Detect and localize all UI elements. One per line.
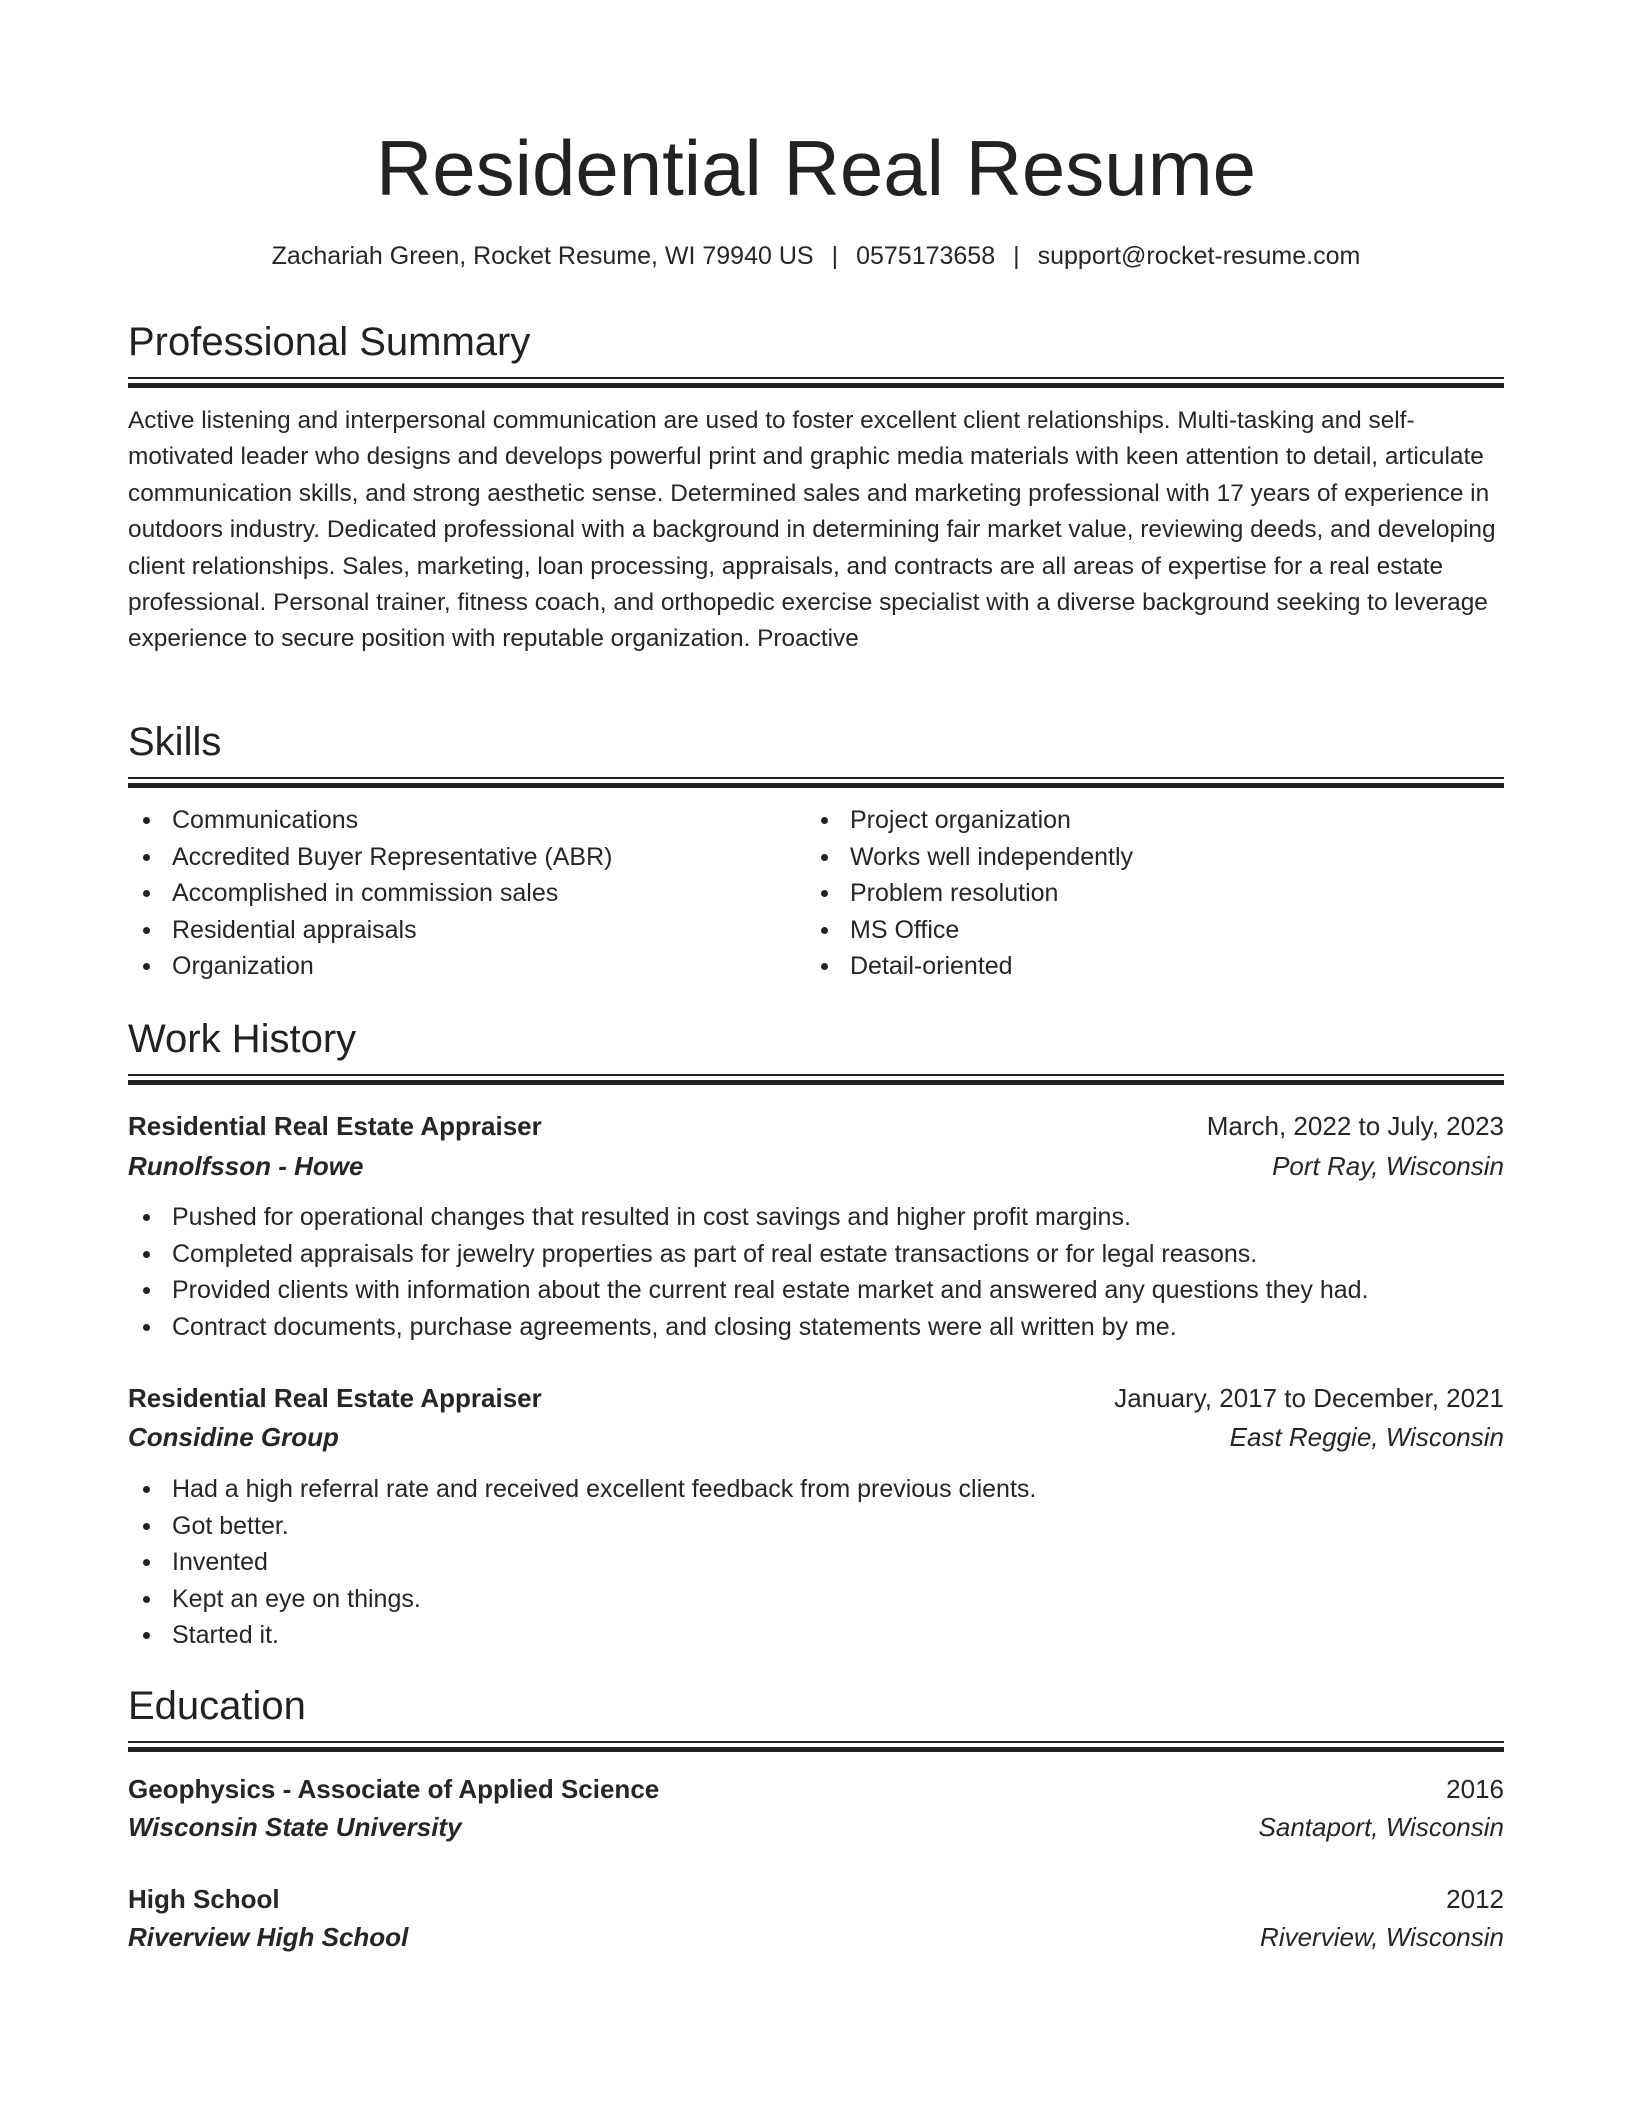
skill-item: Residential appraisals (128, 912, 788, 949)
summary-heading: Professional Summary (128, 320, 531, 364)
skill-item: Problem resolution (806, 875, 1466, 912)
job-bullet: Had a high referral rate and received excellent feedback from previous clients. (128, 1471, 1504, 1508)
education-year: 2016 (1446, 1774, 1504, 1804)
contact-address: Zachariah Green, Rocket Resume, WI 79940 US (271, 242, 814, 270)
education-year: 2012 (1446, 1884, 1504, 1914)
job-bullets (128, 1471, 1504, 1654)
education-location: Santaport, Wisconsin (1258, 1812, 1504, 1842)
education-header (128, 1880, 1504, 1918)
education-header (128, 1770, 1504, 1808)
work-heading: Work History (128, 1017, 357, 1061)
skills-list-left (128, 802, 788, 985)
resume-title: Residential Real Resume (375, 124, 1257, 212)
section-divider (128, 777, 1504, 788)
job-dates: January, 2017 to December, 2021 (1114, 1383, 1504, 1413)
job-bullet: Kept an eye on things. (128, 1581, 1504, 1618)
skill-item: Communications (128, 802, 788, 839)
section-divider (128, 1074, 1504, 1085)
job-dates: March, 2022 to July, 2023 (1206, 1111, 1504, 1141)
job-title: Residential Real Estate Appraiser (128, 1111, 542, 1141)
job-company: Runolfsson - Howe (128, 1151, 364, 1181)
job-header (128, 1379, 1504, 1417)
skill-item: Accomplished in commission sales (128, 875, 788, 912)
education-subheader (128, 1808, 1504, 1846)
contact-phone[interactable]: 0575173658 (856, 242, 996, 270)
section-divider (128, 377, 1504, 388)
job-subheader (128, 1147, 1504, 1185)
job-bullet: Provided clients with information about the current real estate market and answered any questions they had. (128, 1272, 1504, 1309)
section-divider (128, 1741, 1504, 1752)
contact-separator: | (831, 242, 839, 270)
education-school: Wisconsin State University (128, 1812, 462, 1842)
education-location: Riverview, Wisconsin (1260, 1922, 1504, 1952)
job-bullet: Pushed for operational changes that resulted in cost savings and higher profit margins. (128, 1199, 1504, 1236)
education-school: Riverview High School (128, 1922, 409, 1952)
education-degree: Geophysics - Associate of Applied Science (128, 1774, 660, 1804)
summary-text: Active listening and interpersonal communication are used to foster excellent client relationships. Multi-tasking and self-motivated leader who designs and develops powerful print and graphic media materials with keen attention to detail, articulate communication skills, and strong aesthetic sense. Determined sales and marketing professional with 17 years of experience in outdoors industry. Dedicated professional with a background in determining fair market value, reviewing deeds, and developing client relationships. Sales, marketing, loan processing, appraisals, and contracts are all areas of expertise for a real estate professional. Personal trainer, fitness coach, and orthopedic exercise specialist with a diverse background seeking to leverage experience to secure position with reputable organization. Proactive (128, 407, 1496, 653)
contact-line (128, 238, 1504, 274)
job-bullet: Got better. (128, 1508, 1504, 1545)
job-location: East Reggie, Wisconsin (1229, 1422, 1504, 1452)
skill-item: Organization (128, 948, 788, 985)
job-bullet: Invented (128, 1544, 1504, 1581)
job-subheader (128, 1418, 1504, 1456)
job-header (128, 1107, 1504, 1145)
skill-item: Detail-oriented (806, 948, 1466, 985)
contact-email[interactable]: support@rocket-resume.com (1037, 242, 1361, 270)
education-heading: Education (128, 1684, 306, 1728)
education-subheader (128, 1918, 1504, 1956)
job-title: Residential Real Estate Appraiser (128, 1383, 542, 1413)
contact-separator: | (1013, 242, 1020, 270)
job-bullet: Contract documents, purchase agreements, and closing statements were all written by me. (128, 1309, 1504, 1346)
skill-item: Accredited Buyer Representative (ABR) (128, 839, 788, 876)
job-bullets (128, 1199, 1504, 1345)
job-bullet: Completed appraisals for jewelry properties as part of real estate transactions or for legal reasons. (128, 1236, 1504, 1273)
skill-item: Works well independently (806, 839, 1466, 876)
job-bullet: Started it. (128, 1617, 1504, 1654)
skills-heading: Skills (128, 720, 222, 764)
job-company: Considine Group (128, 1422, 339, 1452)
skills-list-right (806, 802, 1466, 985)
job-location: Port Ray, Wisconsin (1272, 1151, 1504, 1181)
skill-item: Project organization (806, 802, 1466, 839)
skill-item: MS Office (806, 912, 1466, 949)
education-degree: High School (128, 1884, 280, 1914)
